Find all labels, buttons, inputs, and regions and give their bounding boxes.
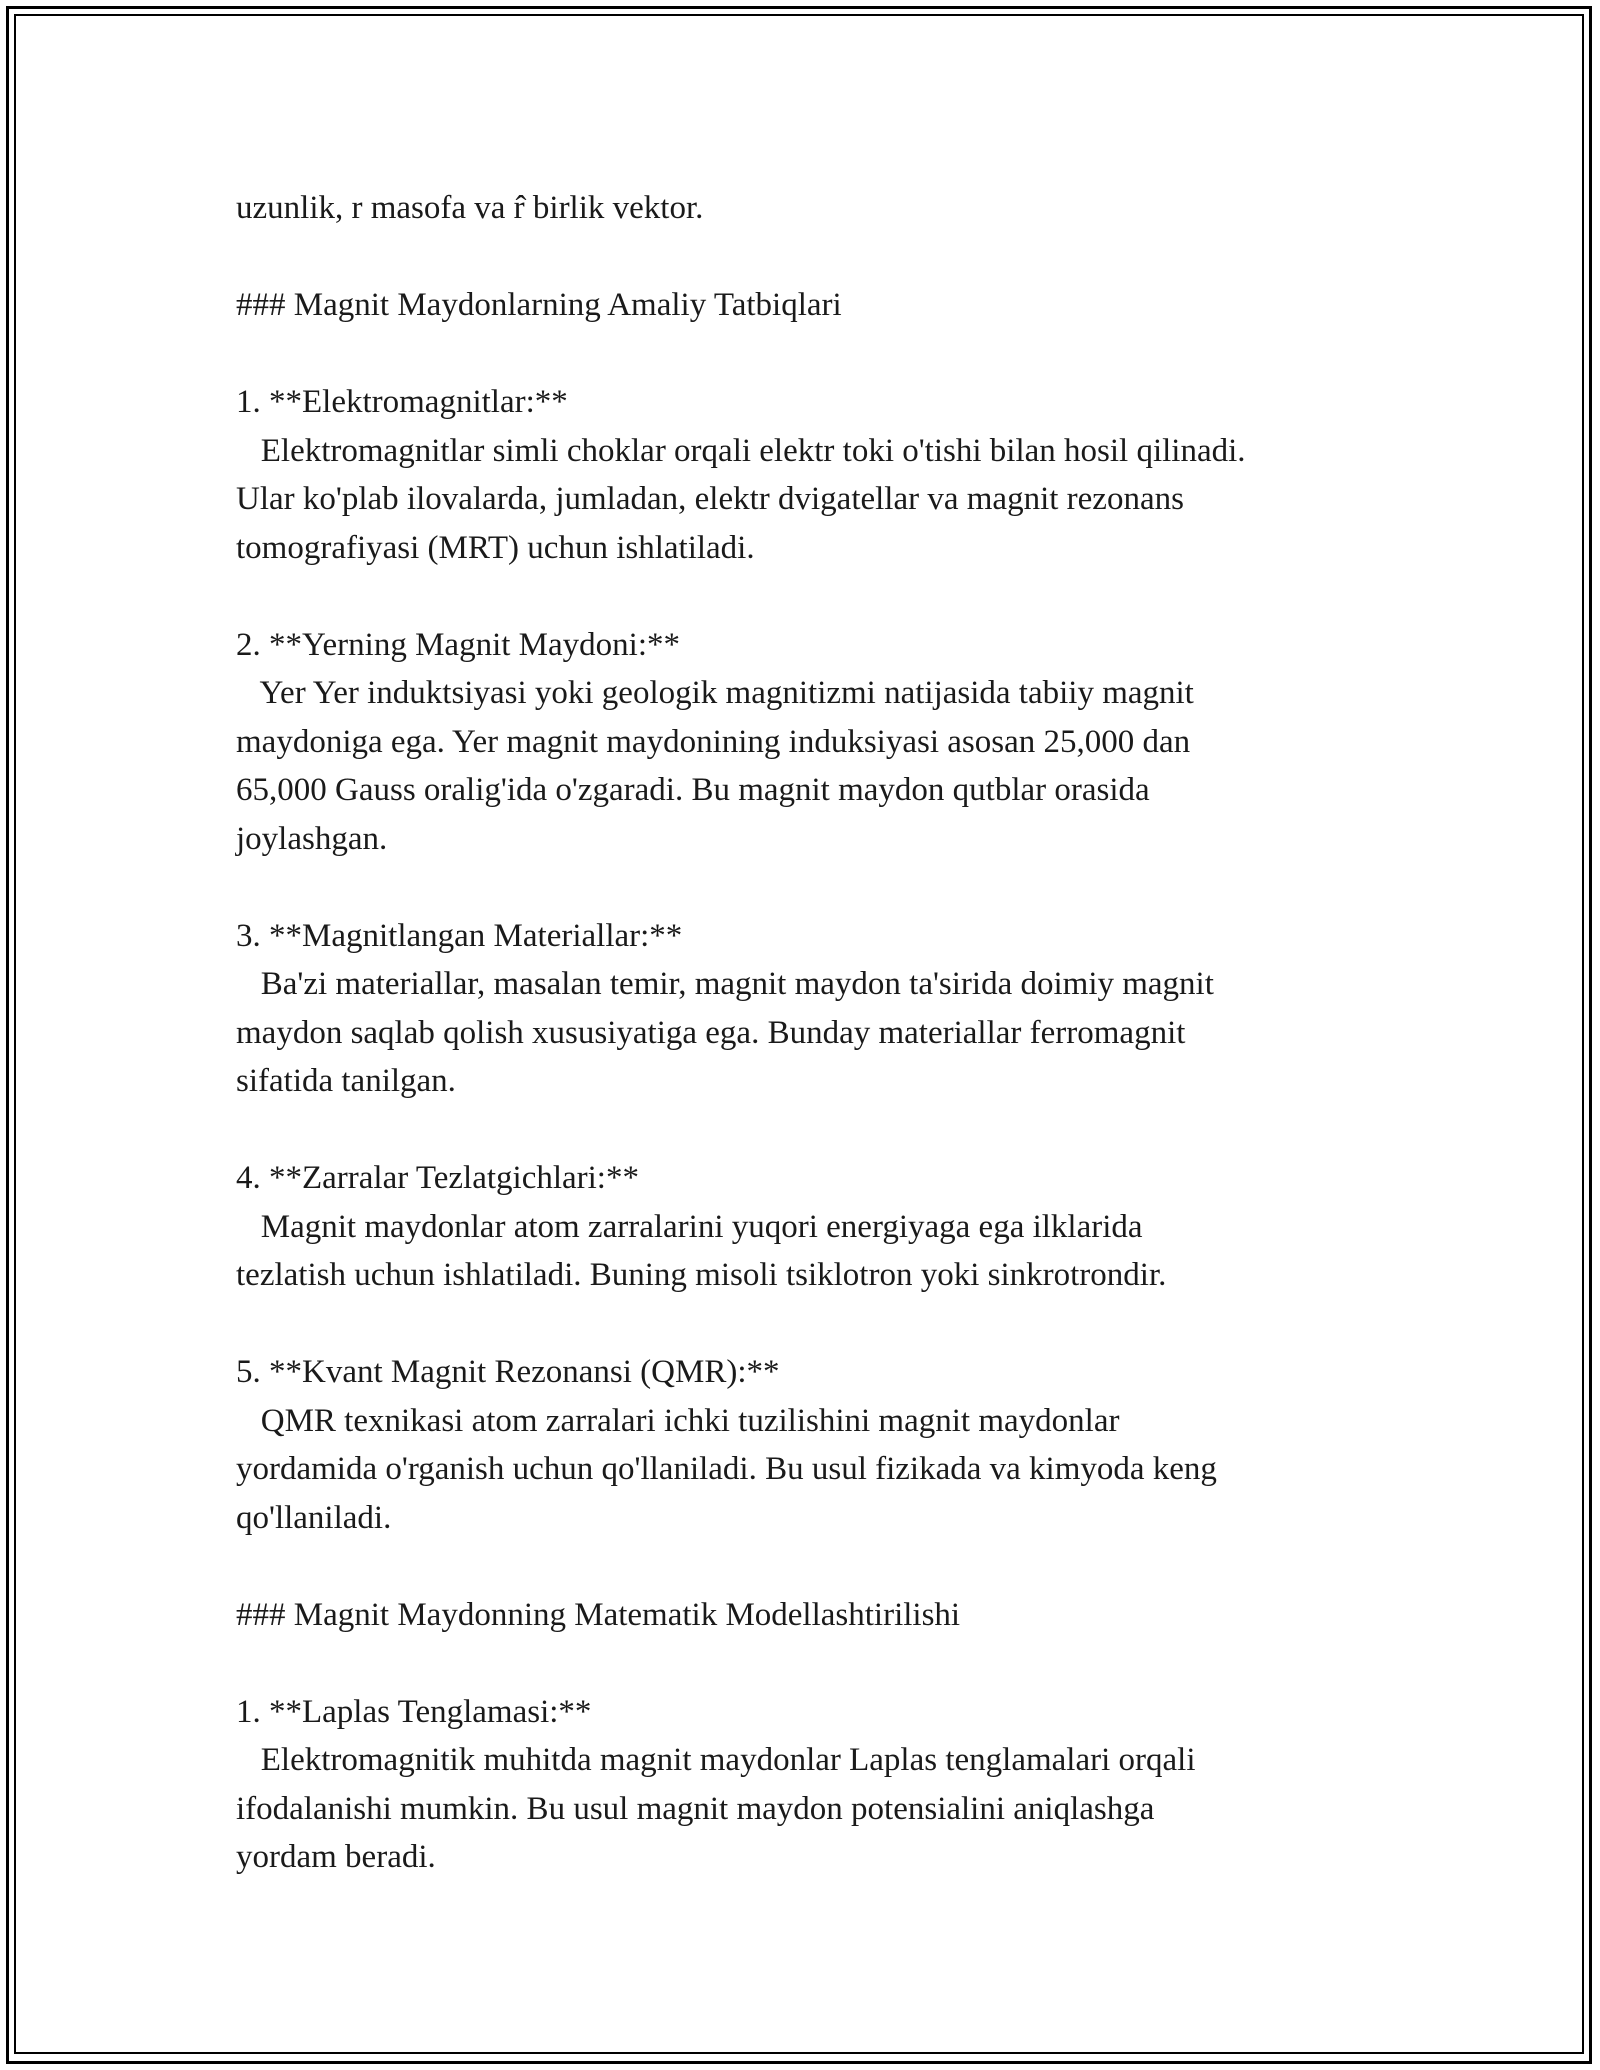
document-body	[236, 184, 1406, 1882]
list-item-text: ifodalanishi mumkin. Bu usul magnit maydon potensialini aniqlashga	[236, 1790, 1155, 1827]
intro-line: uzunlik, r masofa va r̂ birlik vektor.	[236, 190, 704, 226]
list-item-text: qo'llaniladi.	[236, 1499, 392, 1536]
list-item-text: maydoniga ega. Yer magnit maydonining induksiyasi asosan 25,000 dan	[236, 723, 1191, 760]
list-item-text: tezlatish uchun ishlatiladi. Buning misoli tsiklotron yoki sinkrotrondir.	[236, 1257, 1167, 1293]
list-item-title: 2. **Yerning Magnit Maydoni:**	[236, 626, 680, 663]
list-item-text: Magnit maydonlar atom zarralarini yuqori energiyaga ega ilklarida	[236, 1208, 1143, 1245]
list-item-title: 3. **Magnitlangan Materiallar:**	[236, 917, 683, 954]
list-item-text: Elektromagnitik muhitda magnit maydonlar Laplas tenglamalari orqali	[236, 1742, 1196, 1778]
list-item-text: 65,000 Gauss oralig'ida o'zgaradi. Bu magnit maydon qutblar orasida	[236, 772, 1150, 808]
list-item-text: yordam beradi.	[236, 1839, 436, 1875]
list-item-title: 4. **Zarralar Tezlatgichlari:**	[236, 1160, 639, 1196]
list-item-text: joylashgan.	[236, 820, 388, 857]
list-item-title: 1. **Elektromagnitlar:**	[236, 384, 568, 420]
list-item-text: Ba'zi materiallar, masalan temir, magnit maydon ta'sirida doimiy magnit	[236, 966, 1214, 1002]
list-item-text: tomografiyasi (MRT) uchun ishlatiladi.	[236, 529, 755, 566]
list-item-text: sifatida tanilgan.	[236, 1063, 456, 1099]
list-item-title: 5. **Kvant Magnit Rezonansi (QMR):**	[236, 1354, 780, 1390]
list-item-text: maydon saqlab qolish xususiyatiga ega. Bunday materiallar ferromagnit	[236, 1014, 1186, 1051]
list-item-title: 1. **Laplas Tenglamasi:**	[236, 1693, 592, 1730]
list-item-text: Yer Yer induktsiyasi yoki geologik magnitizmi natijasida tabiiy magnit	[236, 675, 1194, 711]
list-item-text: QMR texnikasi atom zarralari ichki tuzilishini magnit maydonlar	[236, 1402, 1120, 1439]
list-item-text: Elektromagnitlar simli choklar orqali elektr toki o'tishi bilan hosil qilinadi.	[236, 432, 1246, 469]
list-item-text: yordamida o'rganish uchun qo'llaniladi. Bu usul fizikada va kimyoda keng	[236, 1451, 1217, 1487]
section-heading-math-modeling: ### Magnit Maydonning Matematik Modellashtirilishi	[236, 1596, 961, 1633]
section-heading-applications: ### Magnit Maydonlarning Amaliy Tatbiqlari	[236, 287, 842, 323]
list-item-text: Ular ko'plab ilovalarda, jumladan, elektr dvigatellar va magnit rezonans	[236, 481, 1184, 517]
